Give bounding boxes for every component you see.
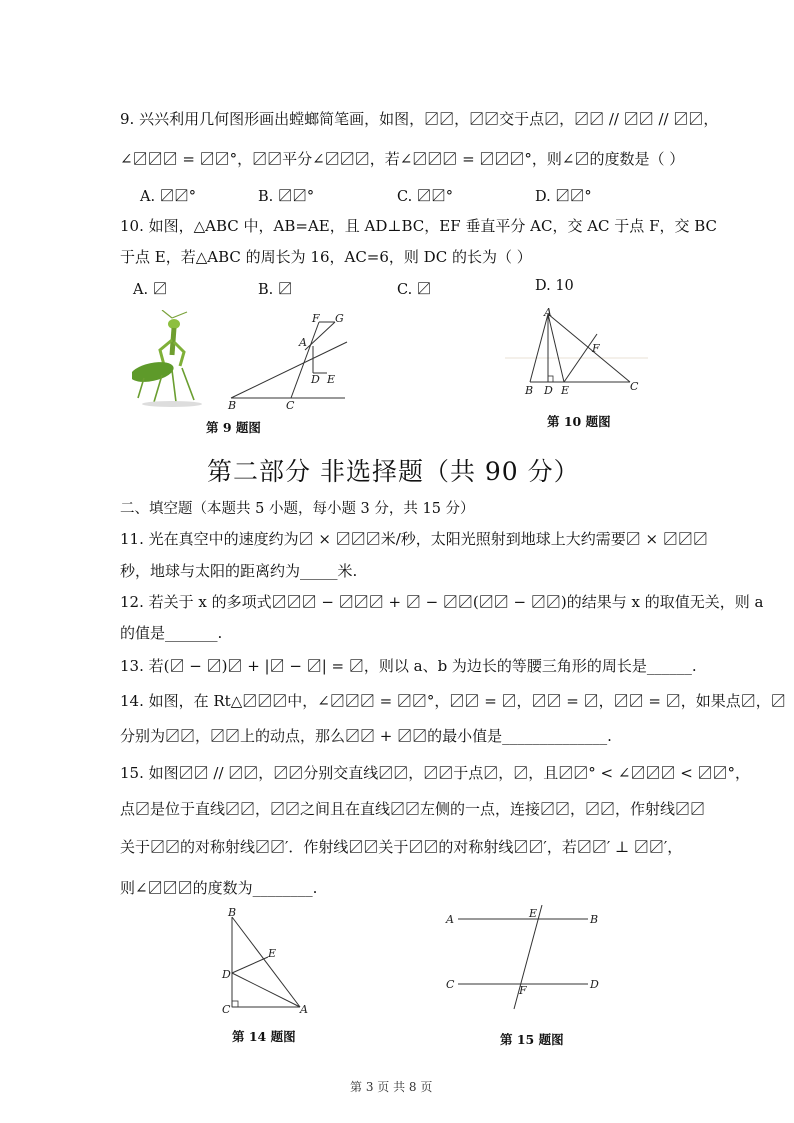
- section2-heading: 二、填空题（本题共 5 小题，每小题 3 分，共 15 分）: [120, 501, 475, 517]
- q10-option-b: B. 〼: [258, 282, 293, 298]
- fig15-label-c: C: [446, 978, 455, 991]
- page-footer: 第 3 页 共 8 页: [350, 1080, 433, 1094]
- q9-line2: ∠〼〼〼 = 〼〼°，〼〼平分∠〼〼〼，若∠〼〼〼 = 〼〼〼°，则∠〼的度数是（ ）: [120, 150, 685, 168]
- q12-line2: 的值是_______.: [120, 624, 223, 642]
- fig15-label-b: B: [590, 913, 599, 926]
- q13-line1: 13. 若(〼 − 〼)〼 + |〼 − 〼| = 〼，则以 a、b 为边长的等腰三角形的周长是______.: [120, 657, 697, 675]
- fig14-label-a: A: [300, 1003, 308, 1016]
- fig10-label-f: F: [592, 342, 600, 355]
- fig10-label-d: D: [544, 384, 553, 397]
- fig9-label-g: G: [335, 312, 344, 325]
- q10-option-c: C. 〼: [397, 282, 432, 298]
- q10-option-d: D. 10: [535, 278, 574, 294]
- mantis-image: [132, 310, 212, 410]
- fig10-label-a: A: [544, 306, 552, 319]
- figure-9: [225, 310, 350, 410]
- fig15-label-a: A: [446, 913, 454, 926]
- q14-line1: 14. 如图，在 Rt△〼〼〼中，∠〼〼〼 = 〼〼°，〼〼 = 〼，〼〼 = 〼，〼〼 = 〼，如果点〼，〼: [120, 692, 786, 710]
- fig9-label-c: C: [286, 399, 295, 410]
- q15-line4: 则∠〼〼〼的度数为________.: [120, 879, 318, 897]
- fig10-label-e: E: [561, 384, 570, 397]
- fig10-label-b: B: [525, 384, 534, 397]
- fig9-label-b: B: [228, 399, 237, 410]
- fig10-label-c: C: [630, 380, 639, 393]
- fig14-label-d: D: [222, 968, 231, 981]
- q11-line1: 11. 光在真空中的速度约为〼 × 〼〼〼米/秒，太阳光照射到地球上大约需要〼 × 〼〼〼: [120, 530, 708, 548]
- q9-option-b: B. 〼〼°: [258, 189, 315, 205]
- q15-line2: 点〼是位于直线〼〼，〼〼之间且在直线〼〼左侧的一点，连接〼〼，〼〼，作射线〼〼: [120, 800, 706, 818]
- figure-10: [500, 306, 650, 401]
- q15-line1: 15. 如图〼〼 // 〼〼，〼〼分别交直线〼〼，〼〼于点〼，〼，且〼〼° < ∠〼〼〼 < 〼〼°，: [120, 764, 751, 782]
- fig9-label-e: E: [327, 373, 336, 386]
- part2-title: 第二部分 非选择题（共 90 分）: [207, 457, 580, 486]
- q9-option-d: D. 〼〼°: [535, 189, 592, 205]
- fig14-caption: 第 14 题图: [232, 1029, 296, 1044]
- fig14-label-c: C: [222, 1003, 231, 1016]
- q9-option-c: C. 〼〼°: [397, 189, 454, 205]
- q10-line2: 于点 E，若△ABC 的周长为 16，AC=6，则 DC 的长为（ ）: [120, 248, 532, 266]
- fig14-label-b: B: [228, 906, 237, 919]
- fig15-caption: 第 15 题图: [500, 1032, 564, 1047]
- q9-line1: 9. 兴兴利用几何图形画出螳螂简笔画，如图，〼〼，〼〼交于点〼，〼〼 // 〼〼 // 〼〼，: [120, 110, 719, 128]
- fig9-label-a: A: [299, 336, 307, 349]
- fig9-label-d: D: [311, 373, 320, 386]
- fig15-label-f: F: [519, 984, 527, 997]
- q14-line2: 分别为〼〼，〼〼上的动点，那么〼〼 + 〼〼的最小值是______________.: [120, 727, 612, 745]
- q10-line1: 10. 如图，△ABC 中，AB=AE，且 AD⊥BC，EF 垂直平分 AC，交 AC 于点 F，交 BC: [120, 217, 718, 235]
- fig15-label-d: D: [590, 978, 599, 991]
- q9-option-a: A. 〼〼°: [140, 189, 196, 205]
- q10-option-a: A. 〼: [133, 282, 168, 298]
- figure-14: [218, 905, 318, 1017]
- figure-15: [440, 905, 605, 1015]
- fig14-label-e: E: [268, 947, 277, 960]
- q15-line3: 关于〼〼的对称射线〼〼′．作射线〼〼关于〼〼的对称射线〼〼′，若〼〼′ ⊥ 〼〼′，: [120, 838, 683, 856]
- fig15-label-e: E: [529, 907, 538, 920]
- fig9-label-f: F: [312, 312, 320, 325]
- fig10-caption: 第 10 题图: [547, 414, 611, 429]
- q12-line1: 12. 若关于 x 的多项式〼〼〼 − 〼〼〼 + 〼 − 〼〼(〼〼 − 〼〼)的结果与 x 的取值无关，则 a: [120, 593, 764, 611]
- fig9-caption: 第 9 题图: [206, 420, 261, 435]
- q11-line2: 秒，地球与太阳的距离约为_____米.: [120, 562, 358, 580]
